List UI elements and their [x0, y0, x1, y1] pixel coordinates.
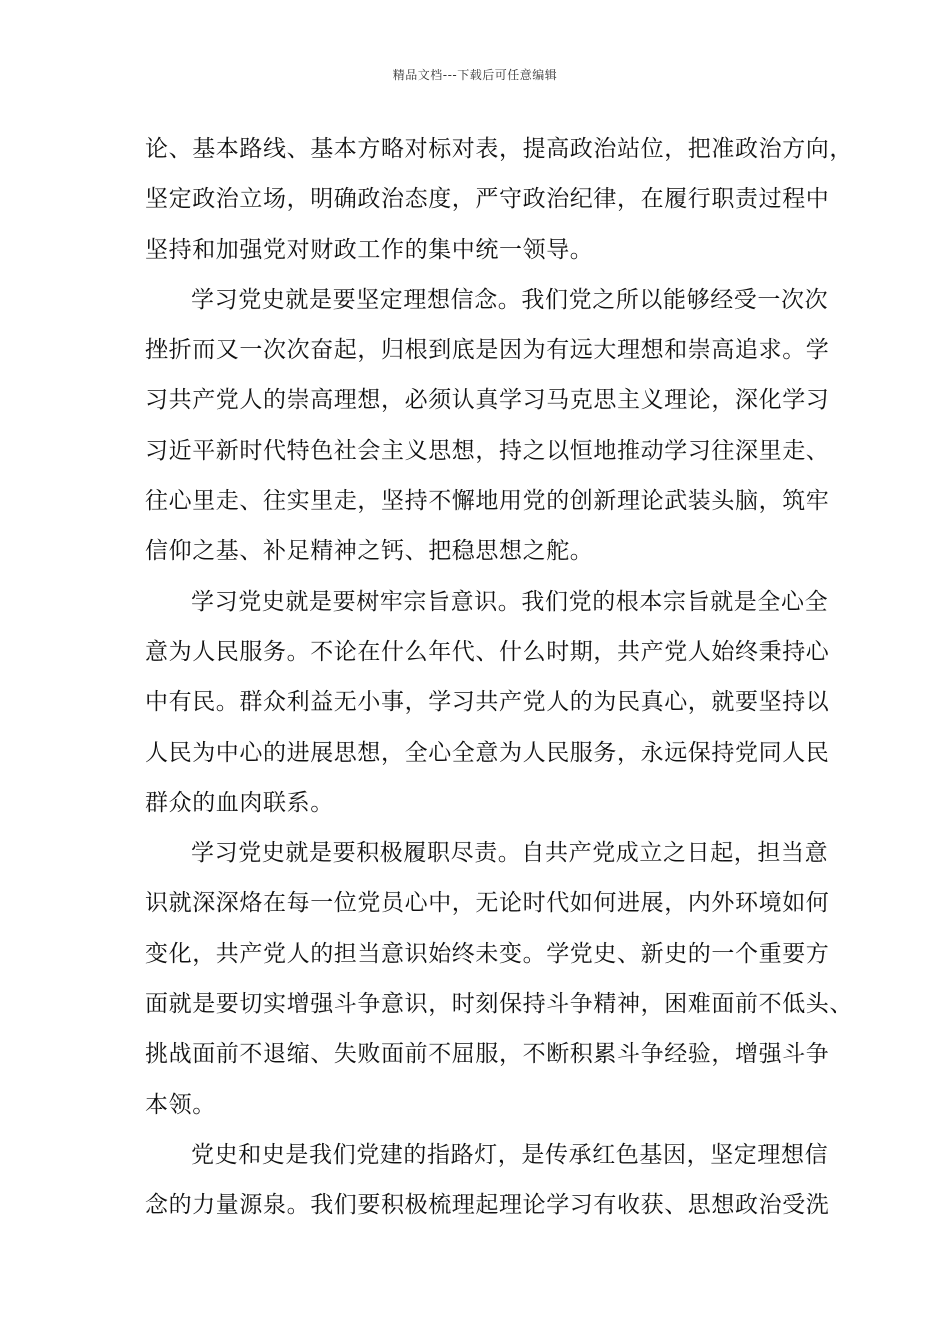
text-line: 本领。: [145, 1091, 216, 1118]
text-line: 信仰之基、补足精神之钙、把稳思想之舵。: [145, 538, 594, 565]
text-line: 意为人民服务。不论在什么年代、什么时期，共产党人始终秉持心: [145, 638, 830, 665]
document-body: [145, 124, 853, 1231]
text-line: 中有民。群众利益无小事，学习共产党人的为民真心，就要坚持以: [145, 689, 830, 716]
text-line: 坚定政治立场，明确政治态度，严守政治纪律，在履行职责过程中: [145, 186, 830, 213]
text-line: 习共产党人的崇高理想，必须认真学习马克思主义理论，深化学习: [145, 387, 830, 414]
text-line: 往心里走、往实里走，坚持不懈地用党的创新理论武装头脑，筑牢: [145, 488, 830, 515]
paragraph-first-line: 学习党史就是要树牢宗旨意识。我们党的根本宗旨就是全心全: [191, 588, 829, 615]
text-line: 挫折而又一次次奋起，归根到底是因为有远大理想和崇高追求。学: [145, 337, 830, 364]
text-line: 识就深深烙在每一位党员心中，无论时代如何进展，内外环境如何: [145, 890, 830, 917]
text-line: 群众的血肉联系。: [145, 789, 334, 816]
text-line: 念的力量源泉。我们要积极梳理起理论学习有收获、思想政治受洗: [145, 1192, 830, 1219]
text-line: 习近平新时代特色社会主义思想，持之以恒地推动学习往深里走、: [145, 437, 830, 464]
text-line: 坚持和加强党对财政工作的集中统一领导。: [145, 236, 594, 263]
text-line: 面就是要切实增强斗争意识，时刻保持斗争精神，困难面前不低头、: [145, 991, 853, 1018]
text-line: 变化，共产党人的担当意识始终未变。学党史、新史的一个重要方: [145, 940, 830, 967]
text-line: 人民为中心的进展思想，全心全意为人民服务，永远保持党同人民: [145, 739, 830, 766]
page-header: 精品文档---下载后可任意编辑: [392, 68, 558, 82]
text-line: 挑战面前不退缩、失败面前不屈服，不断积累斗争经验，增强斗争: [145, 1041, 830, 1068]
paragraph-first-line: 学习党史就是要坚定理想信念。我们党之所以能够经受一次次: [191, 286, 829, 313]
text-line: 论、基本路线、基本方略对标对表，提高政治站位，把准政治方向，: [145, 136, 853, 162]
paragraph-first-line: 学习党史就是要积极履职尽责。自共产党成立之日起，担当意: [191, 840, 829, 867]
paragraph-first-line: 党史和史是我们党建的指路灯，是传承红色基因，坚定理想信: [191, 1141, 829, 1168]
